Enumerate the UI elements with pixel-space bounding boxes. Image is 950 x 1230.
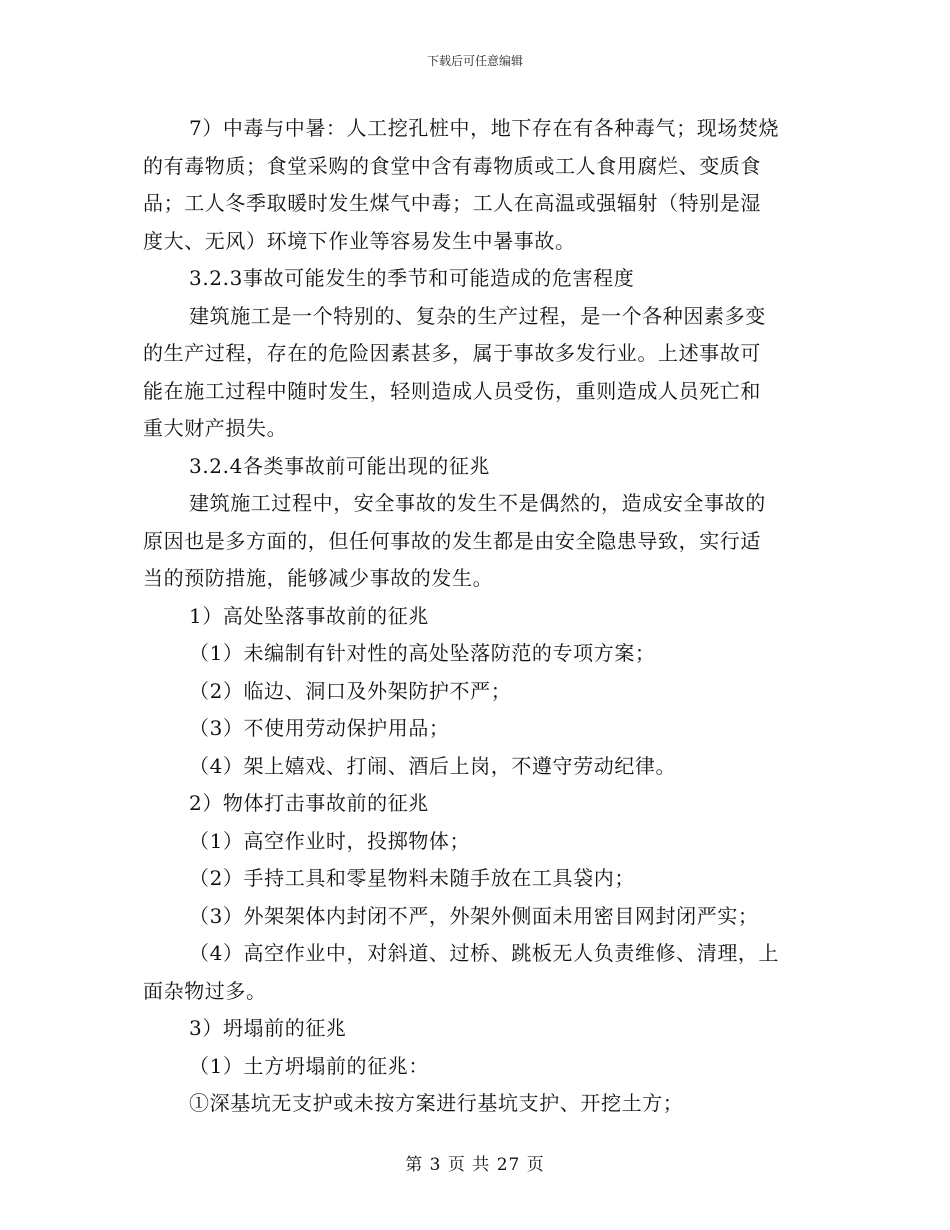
text-line: 当的预防措施，能够减少事故的发生。 [143, 566, 494, 590]
list-item: ①深基坑无支护或未按方案进行基坑支护、开挖土方； [189, 1091, 684, 1115]
list-item: （4）架上嬉戏、打闹、酒后上岗，不遵守劳动纪律。 [189, 753, 677, 778]
section-heading: 3.2.3事故可能发生的季节和可能造成的危害程度 [189, 266, 635, 290]
list-item: （3）外架架体内封闭不严，外架外侧面未用密目网封闭严实； [189, 903, 759, 928]
section-heading: 3.2.4各类事故前可能出现的征兆 [189, 453, 491, 478]
text-line: 能在施工过程中随时发生，轻则造成人员受伤，重则造成人员死亡和 [143, 378, 761, 403]
page-number: 第 3 页 共 27 页 [405, 1155, 545, 1175]
text-line: 7）中毒与中暑：人工挖孔桩中，地下存在有各种毒气；现场焚烧 [189, 116, 780, 140]
list-heading: 2）物体打击事故前的征兆 [189, 791, 429, 815]
list-item: （1）未编制有针对性的高处坠落防范的专项方案； [189, 641, 656, 665]
list-item: （3）不使用劳动保护用品； [189, 716, 450, 740]
list-item: （1）高空作业时，投掷物体； [189, 828, 471, 853]
text-line: 重大财产损失。 [143, 416, 288, 440]
text-line: 的生产过程，存在的危险因素甚多，属于事故多发行业。上述事故可 [143, 341, 761, 365]
text-line: 品；工人冬季取暖时发生煤气中毒；工人在高温或强辐射（特别是湿 [143, 191, 761, 215]
list-item: （4）高空作业中，对斜道、过桥、跳板无人负责维修、清理，上 [189, 941, 780, 965]
text-line: 建筑施工过程中，安全事故的发生不是偶然的，造成安全事故的 [189, 491, 766, 515]
text-line: 建筑施工是一个特别的、复杂的生产过程，是一个各种因素多变 [189, 303, 766, 328]
text-line: 的有毒物质；食堂采购的食堂中含有毒物质或工人食用腐烂、变质食 [143, 153, 761, 178]
list-heading: 3）坍塌前的征兆 [189, 1016, 347, 1040]
list-item: （2）临边、洞口及外架防护不严； [189, 678, 512, 703]
list-item: （1）土方坍塌前的征兆： [189, 1053, 429, 1078]
text-line: 面杂物过多。 [143, 978, 267, 1003]
list-item: （2）手持工具和零星物料未随手放在工具袋内； [189, 866, 635, 890]
text-line: 原因也是多方面的，但任何事故的发生都是由安全隐患导致，实行适 [143, 528, 761, 553]
text-line: 度大、无风）环境下作业等容易发生中暑事故。 [143, 228, 576, 253]
page-header: 下载后可任意编辑 [426, 54, 523, 68]
list-heading: 1）高处坠落事故前的征兆 [189, 603, 429, 628]
document-body [143, 110, 807, 1123]
